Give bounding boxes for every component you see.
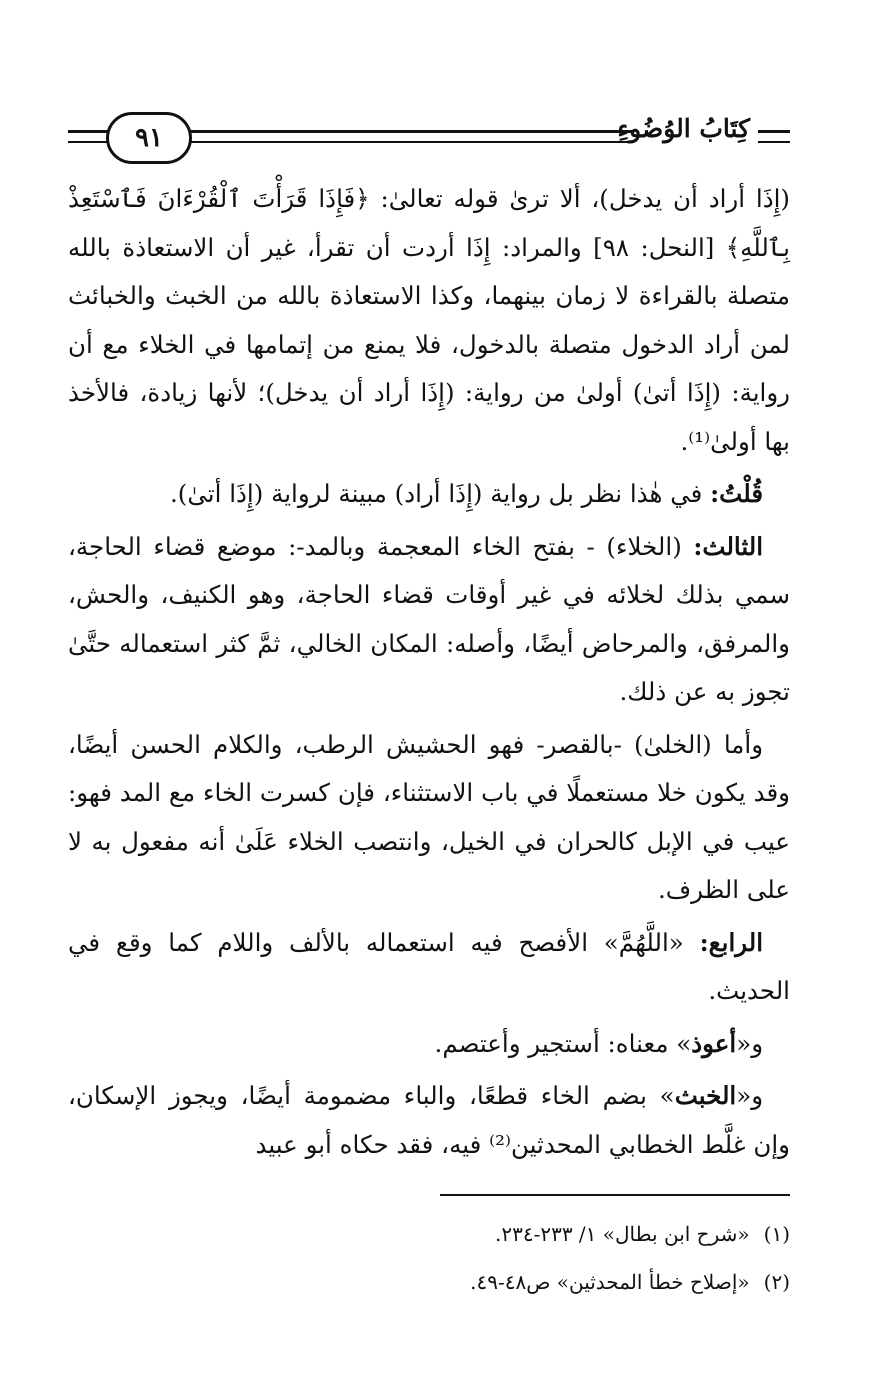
footnote <box>150 1210 790 1258</box>
paragraph-lead: قُلْتُ: <box>710 479 764 508</box>
paragraph <box>68 1020 790 1069</box>
page-header <box>68 108 790 164</box>
footnote-number: (١) <box>763 1222 790 1246</box>
paragraph <box>68 1072 790 1169</box>
main-text <box>68 175 790 1173</box>
running-title: كِتَابُ الوُضُوءِ <box>617 114 750 143</box>
paragraph-prefix: و« <box>736 1028 764 1058</box>
paragraph-text: في هٰذا نظر بل رواية (إِذَا أراد) مبينة لرواية (إِذَا أتىٰ). <box>170 479 711 508</box>
header-rule-middle <box>184 130 632 143</box>
paragraph-text: وأما (الخلىٰ) -بالقصر- فهو الحشيش الرطب، والكلام الحسن أيضًا، وقد يكون خلا مستعملًا في باب الاستثناء، فإن كسرت الخاء مع المد فهو: عيب في الإبل كالحران في الخيل، وانتصب الخلاء عَلَىٰ أنه مفعول به لا على الظرف. <box>68 729 790 904</box>
paragraph-text: » معناه: أستجير وأعتصم. <box>434 1028 692 1058</box>
paragraph-text: (إِذَا أراد أن يدخل)، ألا ترىٰ قوله تعالىٰ: ﴿فَإِذَا قَرَأْتَ ٱلْقُرْءَانَ فَٱسْتَعِذْ بِٱللَّهِ﴾ [النحل: ٩٨] والمراد: إِذَا أردت أن تقرأ، غير أن الاستعاذة بالله متصلة بالقراءة لا زمان بينهما، وكذا الاستعاذة بالله من الخبث والخبائث لمن أراد الدخول متصلة بالدخول، فلا يمنع من إتمامها في الخلاء مع أن رواية: (إِذَا أتىٰ) أولىٰ من رواية: (إِذَا أراد أن يدخل)؛ لأنها زيادة، فالأخذ بها أولىٰ⁽¹⁾. <box>68 184 790 456</box>
page-number: ٩١ <box>106 112 192 164</box>
paragraph <box>68 523 790 717</box>
header-rule-left <box>68 130 108 143</box>
paragraph <box>68 175 790 466</box>
paragraph-lead: الرابع: <box>699 927 764 957</box>
paragraph-text: » بضم الخاء قطعًا، والباء مضمومة أيضًا، ويجوز الإسكان، وإن غلَّط الخطابي المحدثين⁽²⁾ فيه، فقد حكاه أبو عبيد <box>68 1081 790 1159</box>
paragraph-lead: الثالث: <box>693 531 764 561</box>
paragraph-prefix: و« <box>736 1081 764 1110</box>
footnote-text: «شرح ابن بطال» ١/ ٢٣٣-٢٣٤. <box>494 1222 750 1246</box>
paragraph <box>68 919 790 1016</box>
paragraph <box>68 470 790 519</box>
paragraph <box>68 721 790 915</box>
footnote-number: (٢) <box>763 1270 790 1294</box>
header-rule-right <box>758 130 790 143</box>
footnote <box>150 1258 790 1306</box>
footnote-text: «إصلاح خطأ المحدثين» ص٤٨-٤٩. <box>470 1270 750 1294</box>
paragraph-text: «اللَّهُمَّ» الأفصح فيه استعماله بالألف واللام كما وقع في الحديث. <box>68 927 790 1005</box>
footnotes <box>150 1210 790 1306</box>
paragraph-lead: أعوذ <box>691 1028 737 1058</box>
paragraph-lead: الخبث <box>674 1081 737 1110</box>
paragraph-text: (الخلاء) - بفتح الخاء المعجمة وبالمد-: موضع قضاء الحاجة، سمي بذلك لخلائه في غير أوقات قضاء الحاجة، وهو الكنيف، والحش، والمرفق، والمرحاض أيضًا، وأصله: المكان الخالي، ثمَّ كثر استعماله حتَّىٰ تجوز به عن ذلك. <box>68 531 790 706</box>
footnote-divider <box>440 1194 790 1196</box>
